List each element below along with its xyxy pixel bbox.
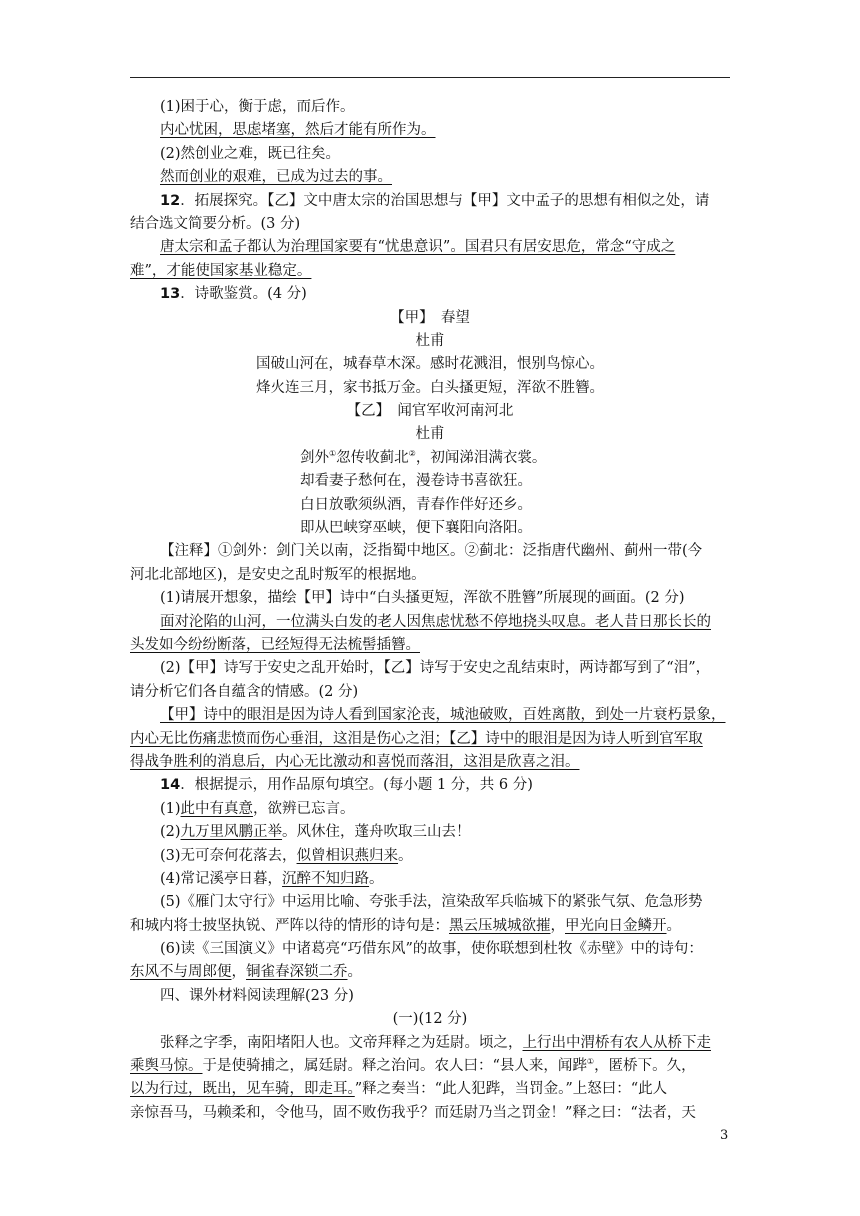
text-span: 13	[160, 286, 181, 303]
answer-text: 此中有真意	[180, 800, 254, 817]
answer-text: 铜雀春深锁二乔	[246, 964, 348, 981]
text-span: ，	[231, 964, 246, 981]
text-line	[130, 915, 730, 938]
text-span: 国破山河在，城春草木深。感时花溅泪，恨别鸟惊心。	[256, 356, 604, 373]
text-line	[130, 119, 730, 142]
text-line	[130, 143, 730, 166]
answer-text: 乘舆马惊。	[130, 1058, 203, 1075]
answer-text: 难”，才能使国家基业稳定。	[130, 262, 312, 279]
text-line	[130, 938, 730, 961]
text-span: 张释之字季，南阳堵阳人也。文帝拜释之为廷尉。顷之，	[160, 1034, 523, 1051]
answer-text: 甲光向日金鳞开	[565, 917, 667, 934]
text-line	[130, 236, 730, 259]
text-span: 四、课外材料阅读理解(23 分)	[160, 987, 354, 1004]
text-line	[130, 1078, 730, 1101]
text-span: 【甲】 春望	[390, 309, 470, 326]
text-line	[130, 517, 730, 540]
text-line	[130, 330, 730, 353]
answer-text: 内心忧困，思虑堵塞，然后才能有所作为。	[160, 122, 436, 139]
text-line	[130, 985, 730, 1008]
text-line	[130, 447, 730, 470]
text-span: ．拓展探究。【乙】文中唐太宗的治国思想与【甲】文中孟子的思想有相似之处，请	[180, 192, 710, 209]
text-line	[130, 1032, 730, 1055]
text-line	[130, 891, 730, 914]
answer-text: 沉醉不知归路	[282, 870, 370, 887]
text-line	[130, 1102, 730, 1125]
text-span: 却看妻子愁何在，漫卷诗书喜欲狂。	[300, 473, 532, 490]
text-line	[130, 377, 730, 400]
text-line	[130, 494, 730, 517]
text-span: (2)然创业之难，既已往矣。	[160, 145, 341, 162]
text-span: 亲惊吾马，马赖柔和，令他马，固不败伤我乎？而廷尉乃当之罚金！”释之曰：“法者，天	[130, 1104, 696, 1121]
text-span: 烽火连三月，家书抵万金。白头搔更短，浑欲不胜簪。	[256, 379, 604, 396]
text-span: (一)(12 分)	[392, 1011, 468, 1028]
text-span: (2)	[160, 824, 181, 841]
page-number: 3	[720, 1128, 729, 1143]
text-span: 【注释】①剑外：剑门关以南，泛指蜀中地区。②蓟北：泛指唐代幽州、蓟州一带(今	[160, 543, 703, 560]
text-span: 忽传收蓟北	[336, 449, 409, 466]
text-span: ”释之奏当：“此人犯跸，当罚金。”上怒曰：“此人	[354, 1081, 668, 1098]
text-line	[130, 353, 730, 376]
text-line	[130, 260, 730, 283]
text-line	[130, 1008, 730, 1031]
text-span: 12	[160, 192, 181, 209]
answer-text: 上行出中渭桥有农人从桥下走	[522, 1034, 711, 1051]
text-line	[130, 704, 730, 727]
answer-text: 以为行过，既出，见车骑，即走耳。	[130, 1081, 355, 1098]
text-span: ，初闻涕泪满衣裳。	[415, 449, 547, 466]
text-line	[130, 845, 730, 868]
answer-text: 【甲】诗中的眼泪是因为诗人看到国家沦丧，城池破败，百姓离散，到处一片衰朽景象，	[160, 707, 726, 724]
text-line	[130, 540, 730, 563]
text-line	[130, 587, 730, 610]
text-line	[130, 1055, 730, 1078]
text-line	[130, 166, 730, 189]
text-span: ，匿桥下。久，	[594, 1058, 696, 1075]
text-span: 于是使骑捕之，属廷尉。释之治问。农人曰：“县人来，闻跸	[202, 1058, 587, 1075]
text-line	[130, 423, 730, 446]
text-span: (5)《雁门太守行》中运用比喻、夸张手法，渲染敌军兵临城下的紧张气氛、危急形势	[160, 894, 703, 911]
text-line	[130, 564, 730, 587]
text-span: ，欲辨已忘言。	[253, 800, 355, 817]
text-span: ．根据提示，用作品原句填空。(每小题 1 分，共 6 分)	[180, 777, 533, 794]
text-span: 【乙】 闻官军收河南河北	[346, 403, 514, 420]
text-line	[130, 728, 730, 751]
text-span: 河北北部地区)，是安史之乱时叛军的根据地。	[130, 566, 426, 583]
text-span: 。	[666, 917, 681, 934]
document-body	[130, 96, 730, 1125]
answer-text: 头发如今纷纷断落，已经短得无法梳髻插簪。	[130, 636, 420, 653]
text-line	[130, 657, 730, 680]
text-span: 。风休住，蓬舟吹取三山去！	[282, 824, 471, 841]
text-span: (1)	[160, 800, 181, 817]
text-line	[130, 283, 730, 306]
text-line	[130, 213, 730, 236]
answer-text: 似曾相识燕归来	[296, 847, 399, 864]
answer-text: 东风不与周郎便	[130, 964, 232, 981]
text-span: 和城内将士披坚执锐、严阵以待的情形的诗句是：	[130, 917, 449, 934]
answer-text: 唐太宗和孟子都认为治理国家要有“忧患意识”。国君只有居安思危，常念“守成之	[160, 239, 676, 256]
text-span: 杜甫	[415, 426, 445, 443]
text-line	[130, 798, 730, 821]
text-line	[130, 821, 730, 844]
text-span: 杜甫	[415, 332, 445, 349]
text-span: ，	[550, 917, 565, 934]
text-span: 。	[347, 964, 362, 981]
text-span: 剑外	[300, 449, 329, 466]
footnote-marker: ①	[586, 1057, 595, 1067]
text-line	[130, 470, 730, 493]
answer-text: 内心无比伤痛悲愤而伤心垂泪，这泪是伤心之泪；【乙】诗中的眼泪是因为诗人听到官军取	[130, 730, 703, 747]
text-span: 。	[398, 847, 413, 864]
text-span: (1)请展开想象，描绘【甲】诗中“白头搔更短，浑欲不胜簪”所展现的画面。(2 分)	[160, 590, 685, 607]
text-span: (2)【甲】诗写于安史之乱开始时，【乙】诗写于安史之乱结束时，两诗都写到了“泪”，	[160, 660, 711, 677]
text-line	[130, 307, 730, 330]
text-span: (1)困于心，衡于虑，而后作。	[160, 99, 355, 115]
footnote-marker: ②	[408, 449, 416, 459]
footnote-marker: ①	[329, 449, 337, 459]
text-span: 。	[369, 870, 384, 887]
text-line	[130, 751, 730, 774]
text-span: 白日放歌须纵酒，青春作伴好还乡。	[300, 496, 532, 513]
text-line	[130, 400, 730, 423]
text-line	[130, 868, 730, 891]
text-line	[130, 190, 730, 213]
text-span: 14	[160, 777, 181, 794]
text-line	[130, 961, 730, 984]
text-span: ．诗歌鉴赏。(4 分)	[180, 286, 307, 303]
text-span: 结合选文简要分析。(3 分)	[130, 215, 301, 232]
answer-text: 面对沦陷的山河，一位满头白发的老人因焦虑忧愁不停地挠头叹息。老人昔日那长长的	[160, 613, 711, 630]
text-span: (4)常记溪亭日暮，	[160, 870, 283, 887]
text-span: (3)无可奈何花落去，	[160, 847, 297, 864]
text-line	[130, 96, 730, 119]
text-line	[130, 634, 730, 657]
text-line	[130, 774, 730, 797]
answer-text: 得战争胜利的消息后，内心无比激动和喜悦而落泪，这泪是欣喜之泪。	[130, 753, 580, 770]
answer-text: 然而创业的艰难，已成为过去的事。	[160, 169, 392, 186]
text-line	[130, 611, 730, 634]
text-line	[130, 681, 730, 704]
text-span: (6)读《三国演义》中诸葛亮“巧借东风”的故事，使你联想到杜牧《赤壁》中的诗句：	[160, 941, 703, 958]
answer-text: 九万里风鹏正举	[180, 824, 283, 841]
text-span: 请分析它们各自蕴含的情感。(2 分)	[130, 683, 359, 700]
text-span: 即从巴峡穿巫峡，便下襄阳向洛阳。	[300, 520, 532, 537]
header-rule	[130, 77, 730, 78]
answer-text: 黑云压城城欲摧	[449, 917, 551, 934]
